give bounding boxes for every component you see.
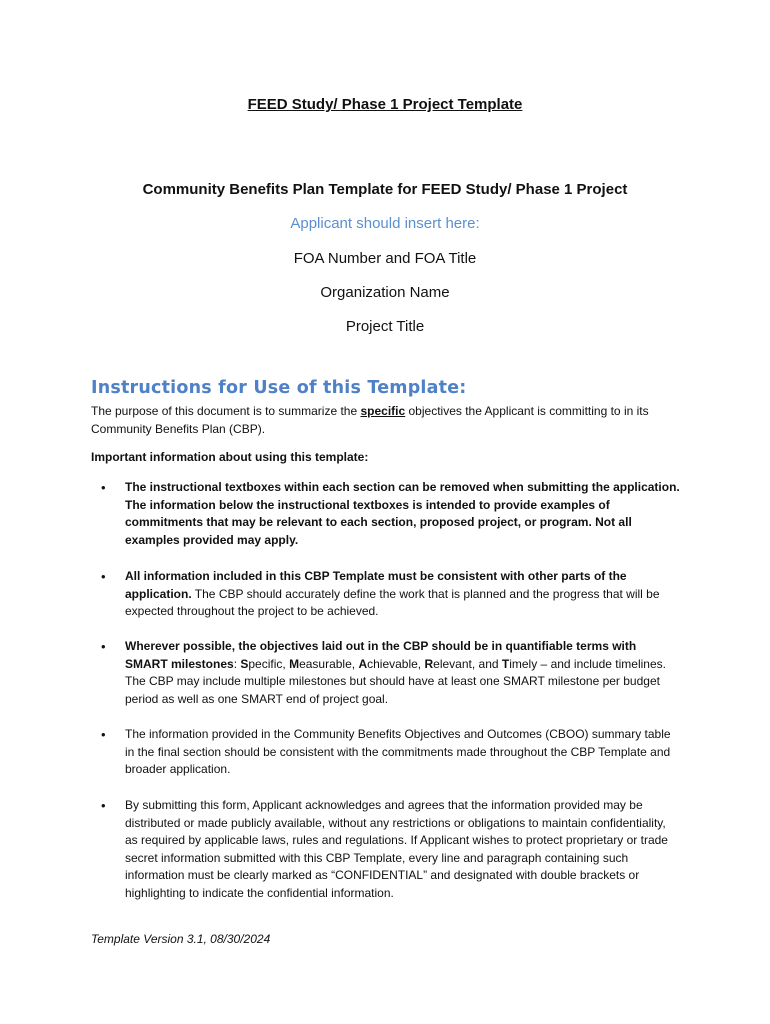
purpose-emphasis: specific xyxy=(360,404,406,418)
smart-colon: : xyxy=(233,656,241,671)
project-title-field: Project Title xyxy=(345,318,425,335)
smart-word-a: chievable, xyxy=(367,656,425,671)
smart-letter-m: M xyxy=(289,656,300,671)
smart-word-m: easurable, xyxy=(299,656,359,671)
cbp-title: Community Benefits Plan Template for FEED Study/ Phase 1 Project xyxy=(142,181,628,198)
smart-word-s: pecific, xyxy=(248,656,290,671)
smart-word-r: elevant, and xyxy=(433,656,502,671)
bullet-marker: • xyxy=(101,639,106,654)
bullet-text: By submitting this form, Applicant acknowledges and agrees that the information provided may be distributed or made publicly available, without any restrictions or obligations to maintain confidentiality, as required by applicable laws, rules and regulations. If Applicant wishes to protect proprietary or trade secret information submitted with this CBP Template, every line and paragraph containing such information must be clearly marked as “CONFIDENTIAL” and designated with double brackets or highlighting to indicate the confidential information. xyxy=(125,798,668,900)
bullet-rest-text: The CBP should accurately define the work that is planned and the progress that will be expected throughout the project to be achieved. xyxy=(125,586,660,619)
purpose-pre: The purpose of this document is to summarize the xyxy=(91,404,361,418)
smart-letter-s: S xyxy=(240,656,249,671)
bullet-text: The instructional textboxes within each section can be removed when submitting the application. The information below the instructional textboxes is intended to provide examples of commitments that may be relevant to each section, proposed project, or program. Not all examples provided may apply. xyxy=(125,480,680,547)
template-version-footer: Template Version 3.1, 08/30/2024 xyxy=(91,932,271,946)
purpose-paragraph xyxy=(91,402,681,438)
bullet-marker: • xyxy=(101,480,106,495)
bullet-bold-text: Wherever possible, the objectives laid out in the CBP should be in quantifiable terms with SMART milestones xyxy=(125,639,637,671)
bullet-marker: • xyxy=(101,798,106,813)
organization-field: Organization Name xyxy=(320,284,450,301)
bullet-bold-text: All information included in this CBP Template must be consistent with other parts of the application. xyxy=(125,569,627,601)
smart-letter-r: R xyxy=(424,656,434,671)
bullet-marker: • xyxy=(101,727,106,742)
smart-word-t: imely – and include timelines. The CBP may include multiple milestones but should have at least one SMART milestone per budget period as well as one SMART end of project goal. xyxy=(125,656,666,706)
purpose-post: objectives the Applicant is committing to in its Community Benefits Plan (CBP). xyxy=(91,404,649,436)
bullet-marker: • xyxy=(101,569,106,584)
smart-letter-t: T xyxy=(501,656,510,671)
instructions-heading: Instructions for Use of this Template: xyxy=(91,378,467,398)
bullet-text: The information provided in the Community Benefits Objectives and Outcomes (CBOO) summary table in the final section should be consistent with the commitments made throughout the CBP Template and broader application. xyxy=(125,727,671,777)
bullet-text xyxy=(125,638,681,708)
bullet-text xyxy=(125,568,681,621)
insert-prompt: Applicant should insert here: xyxy=(290,215,480,232)
smart-letter-a: A xyxy=(358,656,368,671)
important-label: Important information about using this template: xyxy=(91,450,369,464)
document-title: FEED Study/ Phase 1 Project Template xyxy=(247,96,523,113)
foa-field: FOA Number and FOA Title xyxy=(293,250,477,267)
